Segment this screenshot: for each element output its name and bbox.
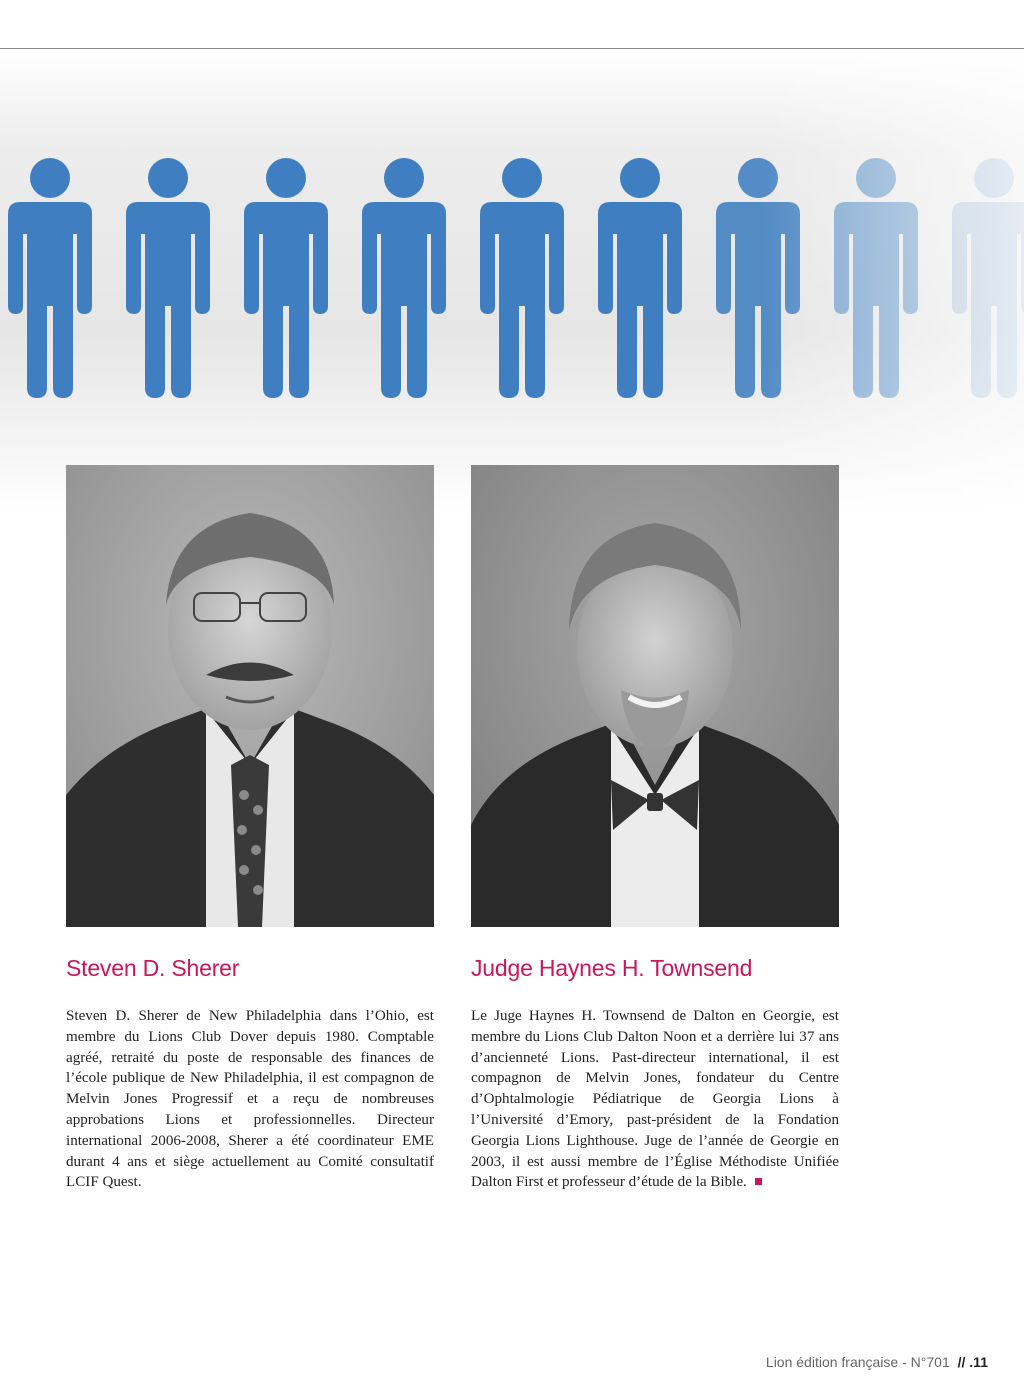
profile-bio-text: Le Juge Haynes H. Townsend de Dalton en Georgie, est membre du Lions Club Dalton Noon et a derrière lui 37 ans d’ancienneté Lions. Past-directeur international, il est compagnon de Melvin Jones, fondateur du Centre d’Ophtalmologie Pédiatrique de Georgia Lions à l’Université d’Emory, past-président de la Fondation Georgia Lions Lighthouse. Juge de l’année de Georgie en 2003, il est aussi membre de l’Église Méthodiste Unifiée Dalton First et professeur d’étude de la Bible. xyxy=(471,1008,839,1191)
portrait-photo-townsend xyxy=(471,465,839,927)
publication-title: Lion édition française - N°701 xyxy=(765,1354,950,1370)
profile-bio-townsend xyxy=(471,1006,839,1193)
end-of-article-mark xyxy=(755,1178,762,1185)
profile-name-sherer: Steven D. Sherer xyxy=(66,955,240,981)
profile-name-townsend: Judge Haynes H. Townsend xyxy=(471,955,753,981)
person-icon xyxy=(118,156,218,401)
person-icon xyxy=(236,156,336,401)
page-footer xyxy=(766,1354,988,1370)
person-icon xyxy=(0,156,100,401)
portrait-photo-sherer xyxy=(66,465,434,927)
profile-bio-sherer: Steven D. Sherer de New Philadelphia dans l’Ohio, est membre du Lions Club Dover depuis 1980. Comptable agréé, retraité du poste de responsable des finances de l’école publique de New Philadelphia, il est compagnon de Melvin Jones Progressif et a reçu de nombreuses approbations Lions et professionnelles. Directeur international 2006-2008, Sherer a été coordinateur EME durant 4 ans et siège actuellement au Comité consultatif LCIF Quest. xyxy=(66,1008,434,1191)
person-icon xyxy=(590,156,690,401)
person-icon xyxy=(354,156,454,401)
banner-fade xyxy=(764,49,1024,509)
page-number: .11 xyxy=(969,1354,988,1370)
person-icon xyxy=(472,156,572,401)
footer-separator: // xyxy=(957,1354,966,1370)
